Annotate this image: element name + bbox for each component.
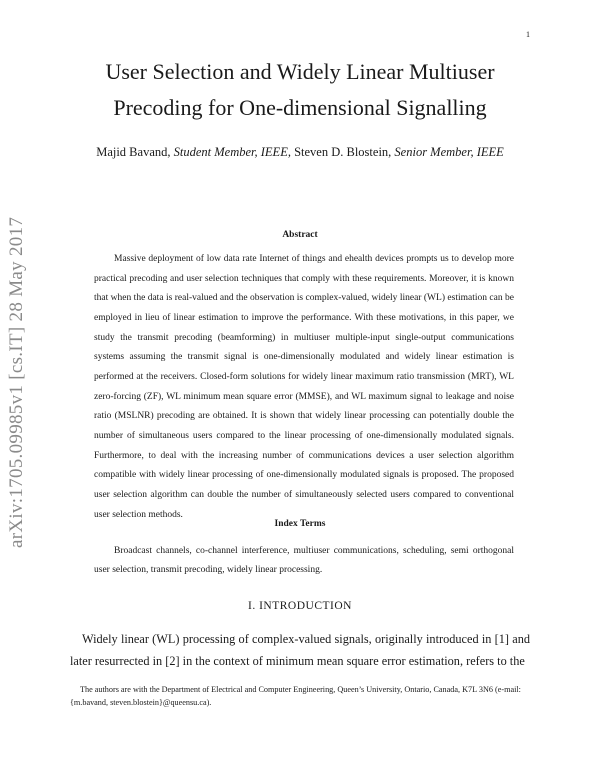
author-1-name: Majid Bavand,	[96, 145, 171, 159]
author-2-name: Steven D. Blostein,	[294, 145, 392, 159]
section-heading-introduction: I. INTRODUCTION	[248, 600, 352, 612]
paper-title-line-1: User Selection and Widely Linear Multiuser	[105, 59, 495, 84]
index-terms-text: Broadcast channels, co-channel interference, multiuser communications, scheduling, semi orthogonal user selection, transmit precoding, widely linear processing.	[94, 546, 514, 575]
author-2-role: Senior Member, IEEE	[394, 145, 504, 159]
abstract-heading: Abstract	[282, 230, 318, 240]
author-line	[40, 145, 560, 160]
abstract-text: Massive deployment of low data rate Internet of things and ehealth devices prompts us to develop more practical precoding and user selection techniques that comply with these requirements. Moreover, it is known that when the data is real-valued and the observation is complex-valued, widely linear (WL) estimation can be employed in lieu of linear estimation to improve the performance. With these motivations, in this paper, we study the transmit precoding (beamforming) in multiuser multiple-input single-output communications systems assuming the transmit signal is one-dimensionally modulated and widely linear estimation is performed at the receivers. Closed-form solutions for widely linear maximum ratio transmission (MRT), WL zero-forcing (ZF), WL minimum mean square error (MMSE), and WL maximum signal to leakage and noise ratio (MSLNR) precoding are obtained. It is shown that widely linear processing can potentially double the number of simultaneous users compared to the linear processing of one-dimensionally modulated signals. Furthermore, to deal with the increasing number of communications devices a user selection algorithm compatible with widely linear processing of one-dimensionally modulated signals is proposed. The proposed user selection algorithm can double the number of simultaneously selected users compared to conventional user selection methods.	[94, 254, 514, 520]
introduction-text: Widely linear (WL) processing of complex-valued signals, originally introduced in [1] and later resurrected in [2] in the context of minimum mean square error estimation, refers to the	[70, 632, 530, 668]
author-1-role: Student Member, IEEE,	[173, 145, 291, 159]
paper-title-line-2: Precoding for One-dimensional Signalling	[113, 95, 487, 120]
page-number: 1	[526, 30, 530, 39]
arxiv-identifier-stamp: arXiv:1705.09985v1 [cs.IT] 28 May 2017	[6, 216, 27, 548]
index-terms-heading: Index Terms	[274, 519, 326, 529]
author-affiliation-footnote: The authors are with the Department of Electrical and Computer Engineering, Queen’s University, Ontario, Canada, K7L 3N6 (e-mail: {m.bavand, steven.blostein}@queensu.ca).	[70, 685, 521, 707]
